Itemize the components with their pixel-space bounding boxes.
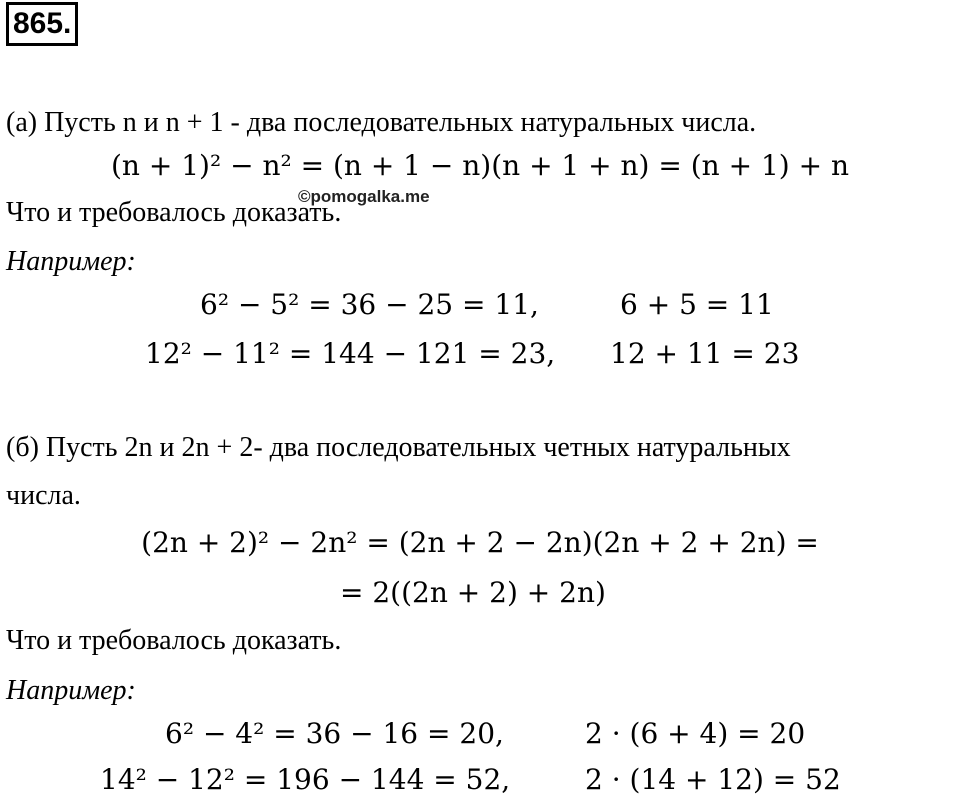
part-a-conclusion: Что и требовалось доказать. [6,197,342,228]
part-b-intro-line-1: (б) Пусть 2n и 2n + 2- два последовательных четных натуральных [6,432,791,463]
part-b-example-1-left: 6² − 4² = 36 − 16 = 20, [165,717,504,750]
part-b-formula-line-1: (2n + 2)² − 2n² = (2n + 2 − 2n)(2n + 2 + 2n) = [141,526,819,559]
part-b-example-label: Например: [6,675,136,706]
part-b-example-1-right: 2 · (6 + 4) = 20 [585,717,806,750]
part-a-example-2-right: 12 + 11 = 23 [610,337,800,370]
problem-number: 865. [6,2,78,46]
part-a-example-1-right: 6 + 5 = 11 [620,288,774,321]
part-a-intro: (а) Пусть n и n + 1 - два последовательных натуральных числа. [6,107,757,138]
part-a-formula: (n + 1)² − n² = (n + 1 − n)(n + 1 + n) = (n + 1) + n [111,149,849,182]
part-a-example-1-left: 6² − 5² = 36 − 25 = 11, [200,288,539,321]
part-b-example-2-right: 2 · (14 + 12) = 52 [585,763,841,796]
part-b-intro-line-2: числа. [6,480,81,511]
part-b-example-2-left: 14² − 12² = 196 − 144 = 52, [100,763,511,796]
part-a-example-label: Например: [6,246,136,277]
part-b-conclusion: Что и требовалось доказать. [6,625,342,656]
watermark: ©pomogalka.me [298,187,430,206]
part-a-example-2-left: 12² − 11² = 144 − 121 = 23, [145,337,556,370]
part-b-formula-line-2: = 2((2n + 2) + 2n) [340,576,606,609]
